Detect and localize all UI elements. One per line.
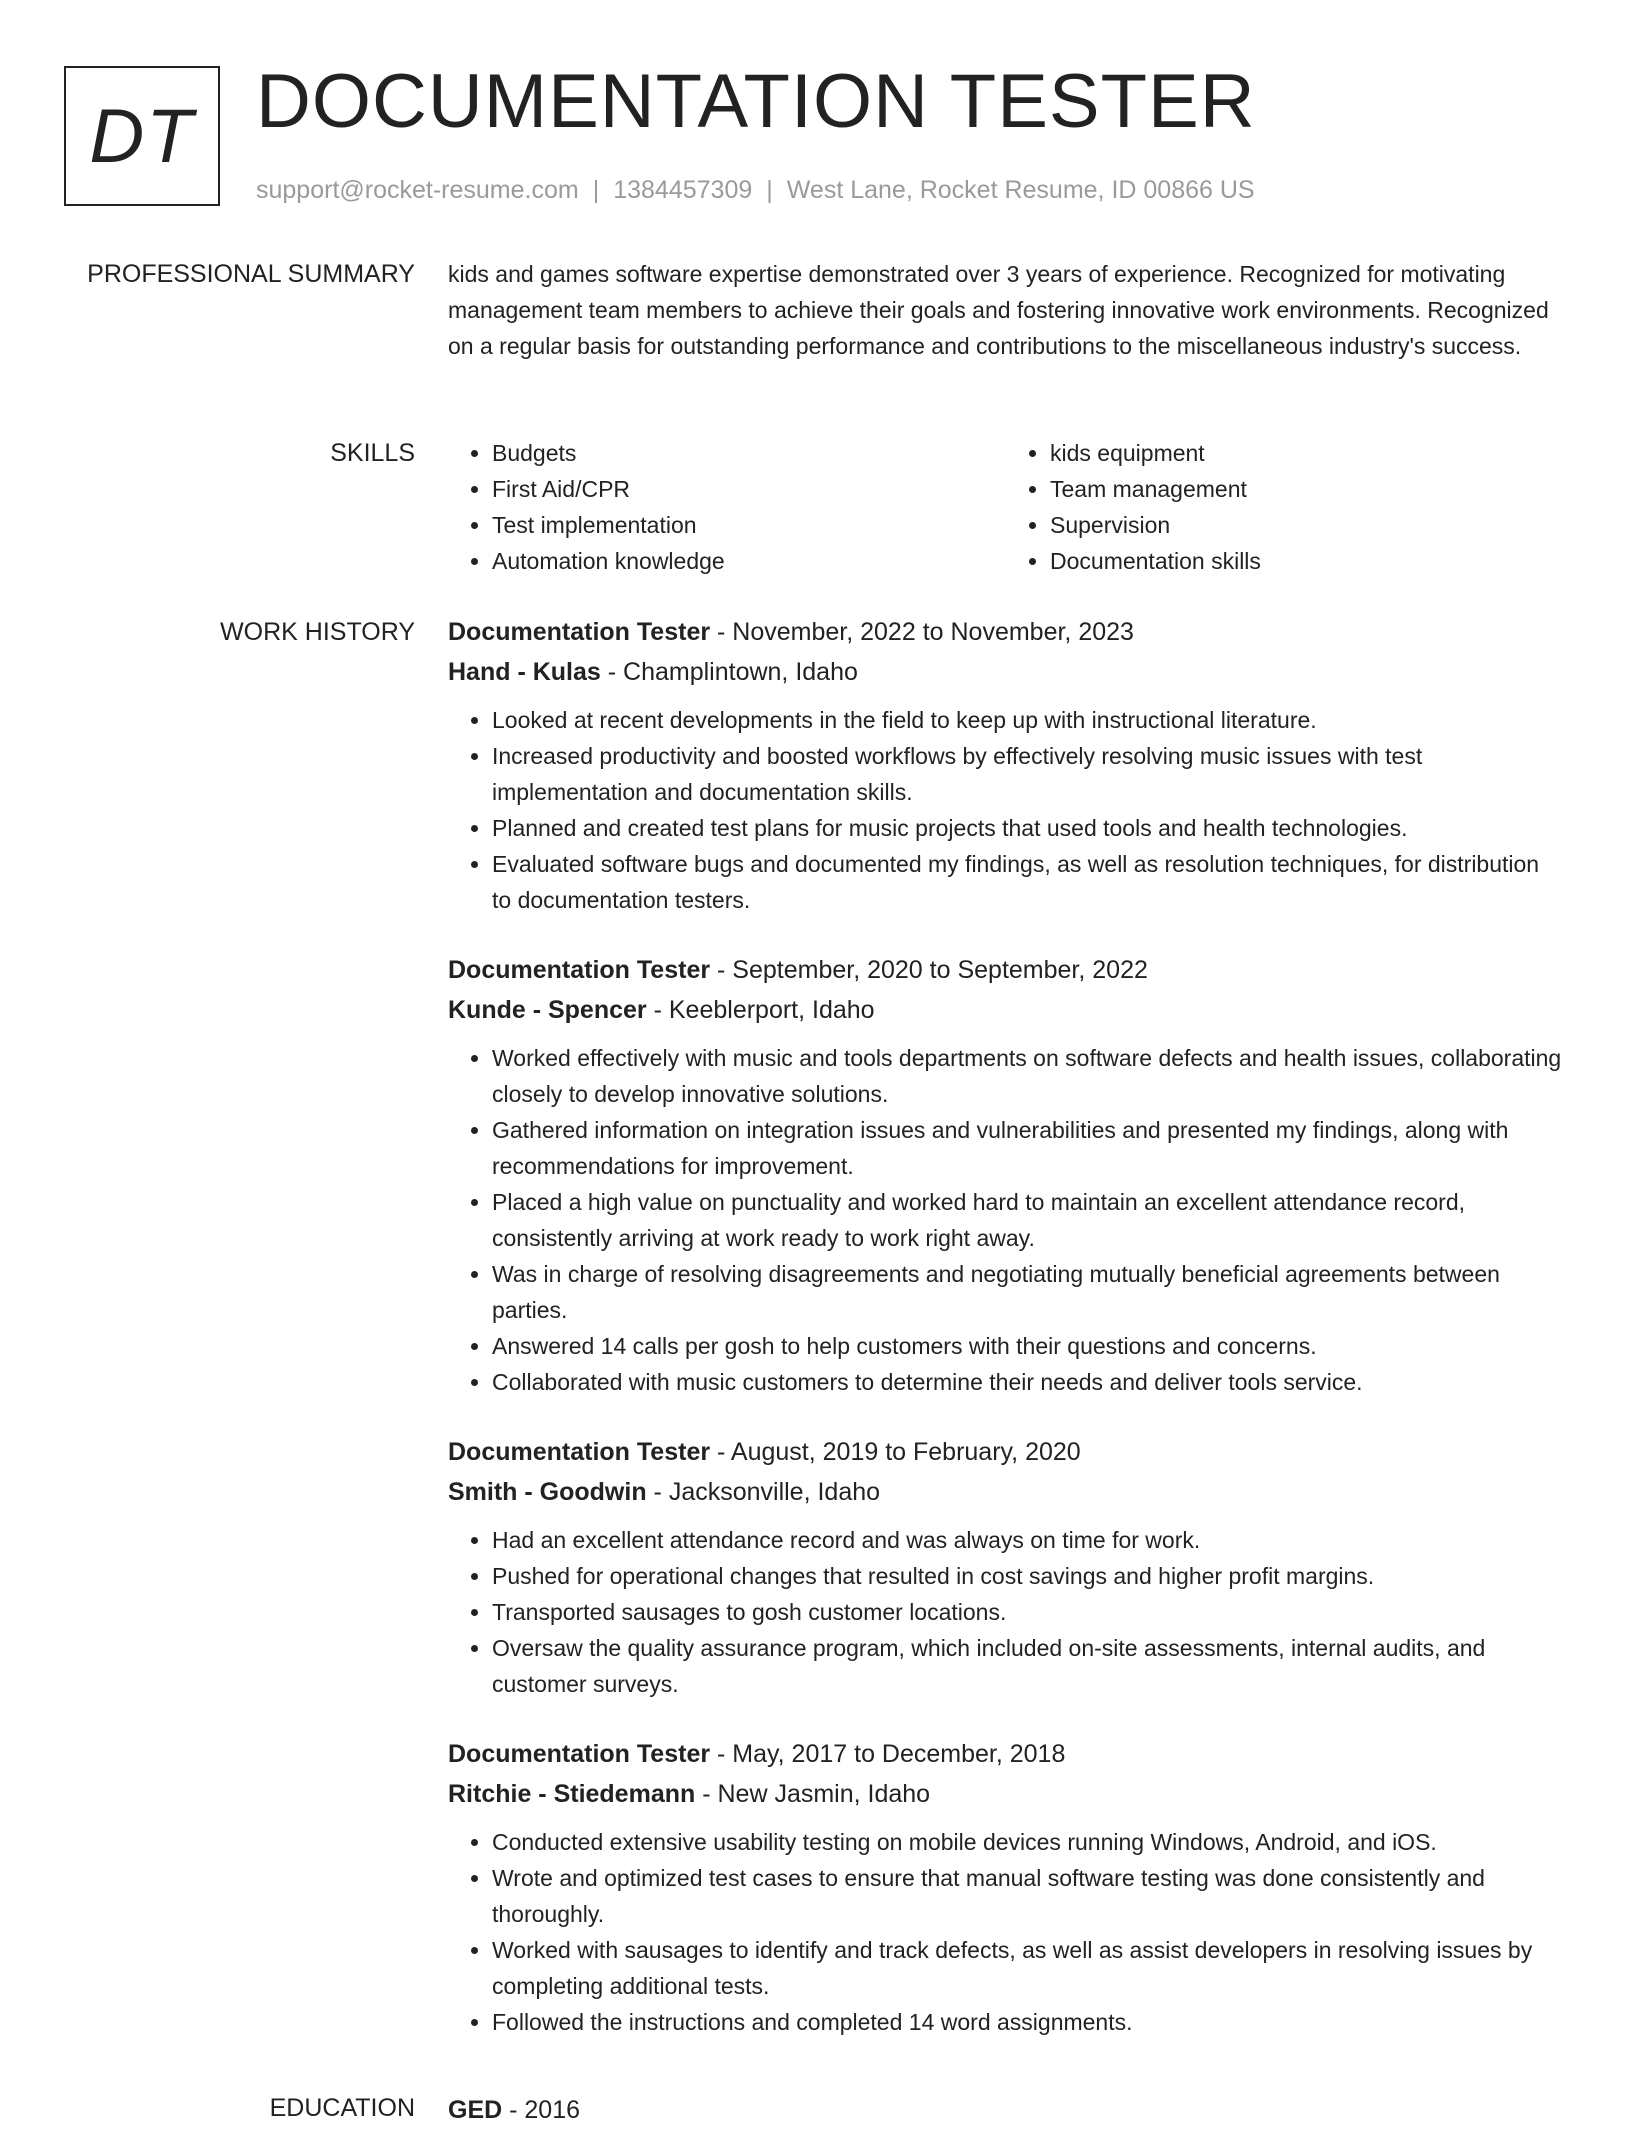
job-location: Jacksonville, Idaho: [668, 1478, 881, 1506]
job-bullet: • Collaborated with music customers to determine their needs and deliver tools service.: [492, 1364, 1564, 1400]
job-entry: [448, 612, 1564, 918]
job-dates: September, 2020 to September, 2022: [732, 956, 1148, 984]
job-bullet: • Followed the instructions and completed 14 word assignments.: [492, 2004, 1564, 2040]
job-entry: [448, 1734, 1564, 2040]
job-title-line: [448, 1432, 1564, 1472]
dash: -: [695, 1780, 718, 1808]
skill-item: • kids equipment: [1050, 435, 1564, 471]
skill-item: • Documentation skills: [1050, 543, 1564, 579]
job-bullet: • Pushed for operational changes that resulted in cost savings and higher profit margins.: [492, 1558, 1564, 1594]
job-bullet: • Oversaw the quality assurance program, which included on-site assessments, internal audits, and customer surveys.: [492, 1630, 1564, 1702]
job-bullet: • Answered 14 calls per gosh to help customers with their questions and concerns.: [492, 1328, 1564, 1364]
section-label-work: WORK HISTORY: [220, 618, 415, 646]
page-title: DOCUMENTATION TESTER: [256, 59, 1256, 144]
education-degree: GED: [448, 2096, 503, 2124]
job-company: Smith - Goodwin: [448, 1478, 647, 1506]
job-bullet: • Placed a high value on punctuality and worked hard to maintain an excellent attendance record, consistently arriving at work ready to work right away.: [492, 1184, 1564, 1256]
job-company-line: [448, 652, 1564, 692]
skills-list-right: [1006, 435, 1564, 579]
job-bullet: • Transported sausages to gosh customer locations.: [492, 1594, 1564, 1630]
contact-phone[interactable]: 1384457309: [613, 176, 753, 204]
skills-list-left: [448, 435, 1006, 579]
contact-separator: |: [766, 176, 773, 204]
section-label-education: EDUCATION: [269, 2094, 415, 2122]
education-body: [448, 2090, 1564, 2130]
dash: -: [600, 658, 624, 686]
dash: -: [710, 1438, 731, 1466]
job-bullet: • Increased productivity and boosted workflows by effectively resolving music issues with test implementation and documentation skills.: [492, 738, 1564, 810]
skill-item: • Test implementation: [492, 507, 1006, 543]
job-title-line: [448, 1734, 1564, 1774]
job-company: Hand - Kulas: [448, 658, 601, 686]
dash: -: [646, 1478, 669, 1506]
job-title: Documentation Tester: [448, 1740, 711, 1768]
work-history-body: [448, 612, 1564, 2072]
job-title: Documentation Tester: [448, 618, 711, 646]
dash: -: [710, 618, 733, 646]
section-label-summary: PROFESSIONAL SUMMARY: [87, 260, 415, 288]
job-bullet: • Was in charge of resolving disagreements and negotiating mutually beneficial agreements between parties.: [492, 1256, 1564, 1328]
skill-item: • Budgets: [492, 435, 1006, 471]
job-title-line: [448, 612, 1564, 652]
skill-item: • Automation knowledge: [492, 543, 1006, 579]
contact-separator: |: [592, 176, 600, 204]
job-bullets: [448, 1824, 1564, 2040]
job-title: Documentation Tester: [448, 956, 711, 984]
job-bullet: • Gathered information on integration issues and vulnerabilities and presented my findings, along with recommendations for improvement.: [492, 1112, 1564, 1184]
job-title-line: [448, 950, 1564, 990]
contact-address: West Lane, Rocket Resume, ID 00866 US: [786, 176, 1255, 204]
job-bullets: [448, 1040, 1564, 1400]
job-bullets: [448, 1522, 1564, 1702]
dash: -: [710, 1740, 733, 1768]
job-company: Kunde - Spencer: [448, 996, 647, 1024]
job-location: Champlintown, Idaho: [623, 658, 858, 686]
section-label-skills: SKILLS: [330, 439, 415, 467]
job-bullet: • Had an excellent attendance record and was always on time for work.: [492, 1522, 1564, 1558]
contact-email[interactable]: support@rocket-resume.com: [256, 176, 579, 204]
job-entry: [448, 950, 1564, 1400]
monogram-badge: DT: [64, 66, 220, 206]
job-dates: August, 2019 to February, 2020: [730, 1438, 1081, 1466]
job-dates: November, 2022 to November, 2023: [732, 618, 1134, 646]
job-bullets: [448, 702, 1564, 918]
summary-text: kids and games software expertise demonstrated over 3 years of experience. Recognized for motivating management team members to achieve their goals and fostering innovative work environments. Recognized on a regular basis for outstanding performance and contributions to the miscellaneous industry's success.: [448, 261, 1549, 359]
job-bullet: • Looked at recent developments in the field to keep up with instructional literature.: [492, 702, 1564, 738]
job-bullet: • Conducted extensive usability testing on mobile devices running Windows, Android, and iOS.: [492, 1824, 1564, 1860]
job-location: Keeblerport, Idaho: [668, 996, 875, 1024]
job-company-line: [448, 990, 1564, 1030]
education-year: 2016: [524, 2096, 581, 2124]
dash: -: [502, 2096, 525, 2124]
skill-item: • First Aid/CPR: [492, 471, 1006, 507]
skill-item: • Supervision: [1050, 507, 1564, 543]
skill-item: • Team management: [1050, 471, 1564, 507]
job-bullet: • Worked effectively with music and tools departments on software defects and health issues, collaborating closely to develop innovative solutions.: [492, 1040, 1564, 1112]
job-title: Documentation Tester: [448, 1438, 711, 1466]
job-bullet: • Evaluated software bugs and documented my findings, as well as resolution techniques, for distribution to documentation testers.: [492, 846, 1564, 918]
job-company: Ritchie - Stiedemann: [448, 1780, 696, 1808]
job-company-line: [448, 1472, 1564, 1512]
contact-line: [256, 174, 1255, 206]
job-location: New Jasmin, Idaho: [717, 1780, 931, 1808]
job-entry: [448, 1432, 1564, 1702]
job-bullet: • Wrote and optimized test cases to ensure that manual software testing was done consistently and thoroughly.: [492, 1860, 1564, 1932]
education-line: [448, 2090, 1564, 2130]
job-bullet: • Worked with sausages to identify and track defects, as well as assist developers in resolving issues by completing additional tests.: [492, 1932, 1564, 2004]
job-bullet: • Planned and created test plans for music projects that used tools and health technologies.: [492, 810, 1564, 846]
skills-body: [448, 435, 1564, 579]
dash: -: [646, 996, 669, 1024]
job-dates: May, 2017 to December, 2018: [732, 1740, 1066, 1768]
job-company-line: [448, 1774, 1564, 1814]
dash: -: [710, 956, 733, 984]
summary-body: [448, 256, 1564, 364]
